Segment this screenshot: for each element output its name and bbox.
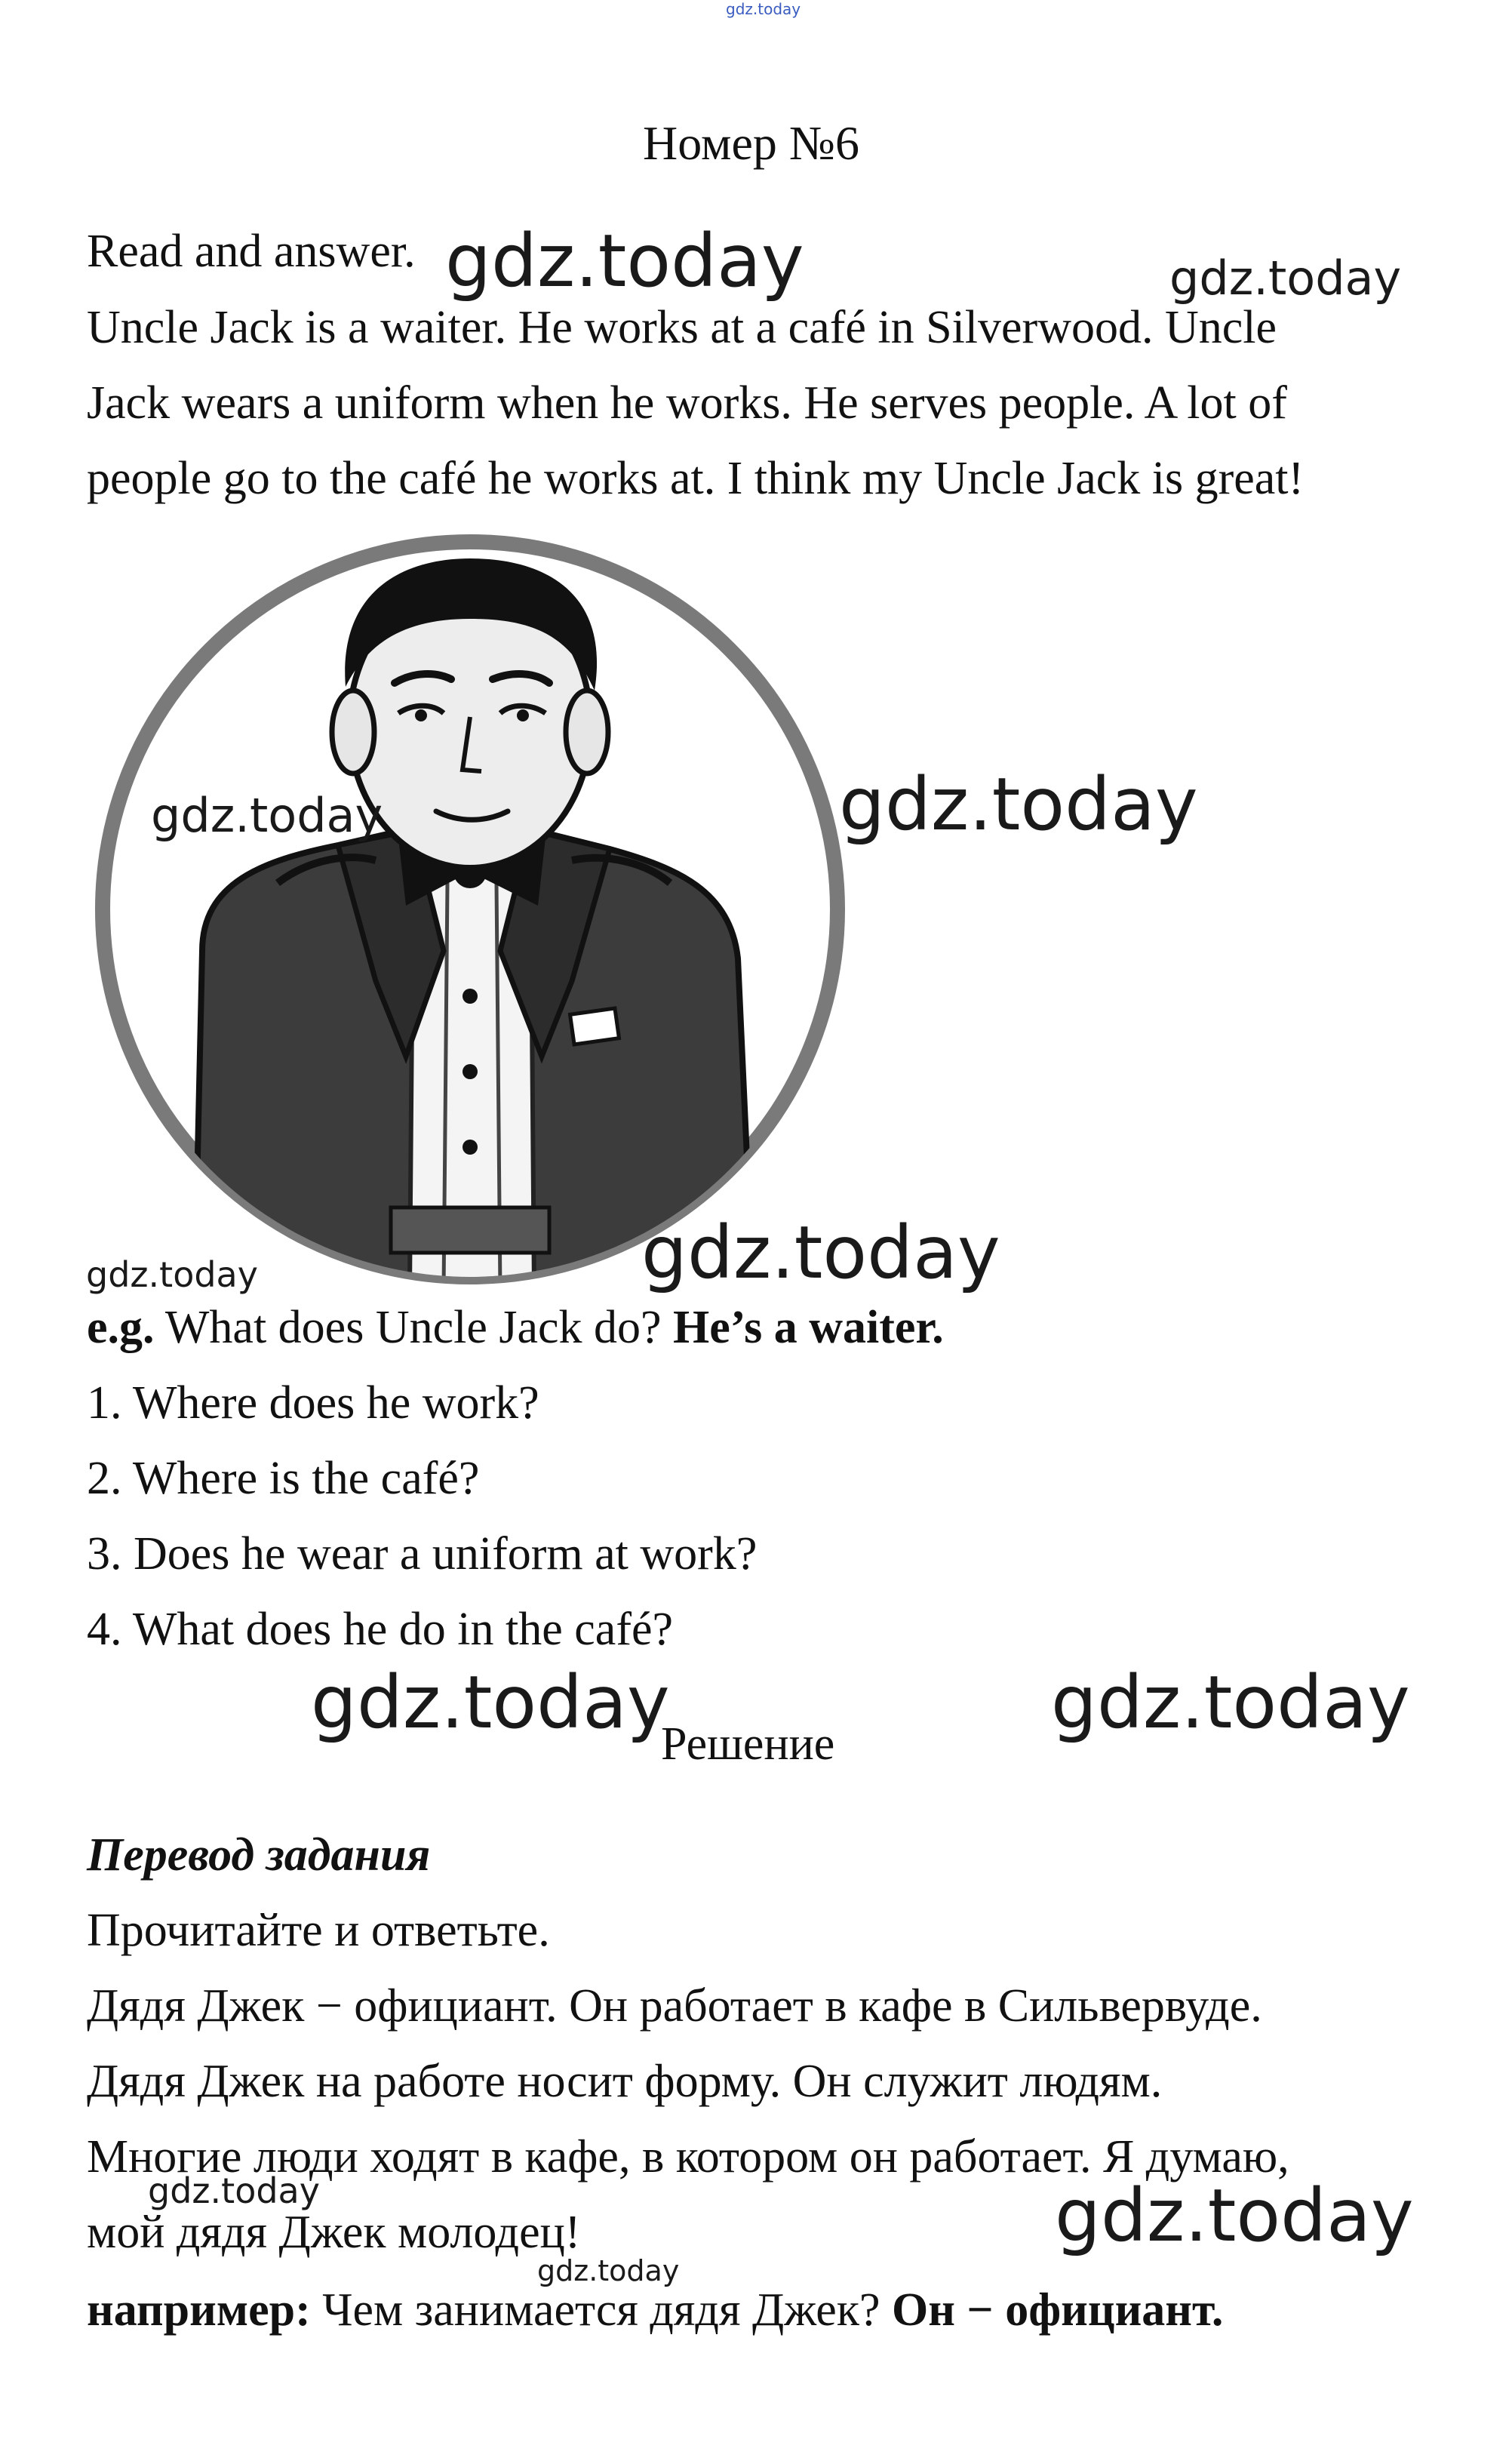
question-4: 4. What does he do in the café?	[87, 1604, 673, 1655]
watermark: gdz.today	[151, 788, 383, 843]
watermark: gdz.today	[1055, 2173, 1414, 2258]
translation-line: мой дядя Джек молодец!	[87, 2207, 581, 2258]
question-1: 1. Where does he work?	[87, 1377, 539, 1429]
example-prefix: e.g.	[87, 1302, 155, 1353]
text-line: Jack wears a uniform when he works. He serves people. A lot of	[87, 377, 1287, 429]
translation-example-prefix: например:	[87, 2284, 311, 2336]
example-question: What does Uncle Jack do?	[154, 1302, 674, 1353]
question-3: 3. Does he wear a uniform at work?	[87, 1528, 758, 1580]
watermark: gdz.today	[86, 1254, 258, 1295]
watermark: gdz.today	[1169, 251, 1402, 306]
watermark: gdz.today	[641, 1210, 1000, 1295]
watermark: gdz.today	[1051, 1660, 1410, 1745]
watermark: gdz.today	[537, 2254, 680, 2287]
translation-example-answer: Он − официант.	[891, 2284, 1224, 2336]
translation-heading: Перевод задания	[87, 1829, 431, 1881]
example-answer: He’s a waiter.	[673, 1302, 944, 1353]
question-2: 2. Where is the café?	[87, 1453, 480, 1504]
example-line	[87, 1304, 944, 1351]
translation-line: Дядя Джек − официант. Он работает в кафе в Сильвервуде.	[87, 1980, 1262, 2032]
waiter-illustration	[89, 528, 851, 1290]
watermark: gdz.today	[445, 219, 804, 303]
translation-example-line	[87, 2284, 1224, 2336]
translation-example-question: Чем занимается дядя Джек?	[310, 2284, 892, 2336]
translation-line: Многие люди ходят в кафе, в котором он работает. Я думаю,	[87, 2131, 1289, 2183]
page-title: Номер №6	[643, 116, 859, 170]
translation-line: Прочитайте и ответьте.	[87, 1905, 550, 1956]
watermark: gdz.today	[311, 1660, 670, 1745]
text-line: people go to the café he works at. I think my Uncle Jack is great!	[87, 453, 1305, 504]
instruction: Read and answer.	[87, 226, 416, 277]
watermark: gdz.today	[148, 2170, 320, 2211]
solution-label: Решение	[661, 1718, 835, 1770]
watermark: gdz.today	[839, 762, 1198, 847]
translation-line: Дядя Джек на работе носит форму. Он служит людям.	[87, 2056, 1163, 2107]
watermark-top: gdz.today	[726, 0, 801, 18]
text-line: Uncle Jack is a waiter. He works at a café in Silverwood. Uncle	[87, 302, 1277, 353]
